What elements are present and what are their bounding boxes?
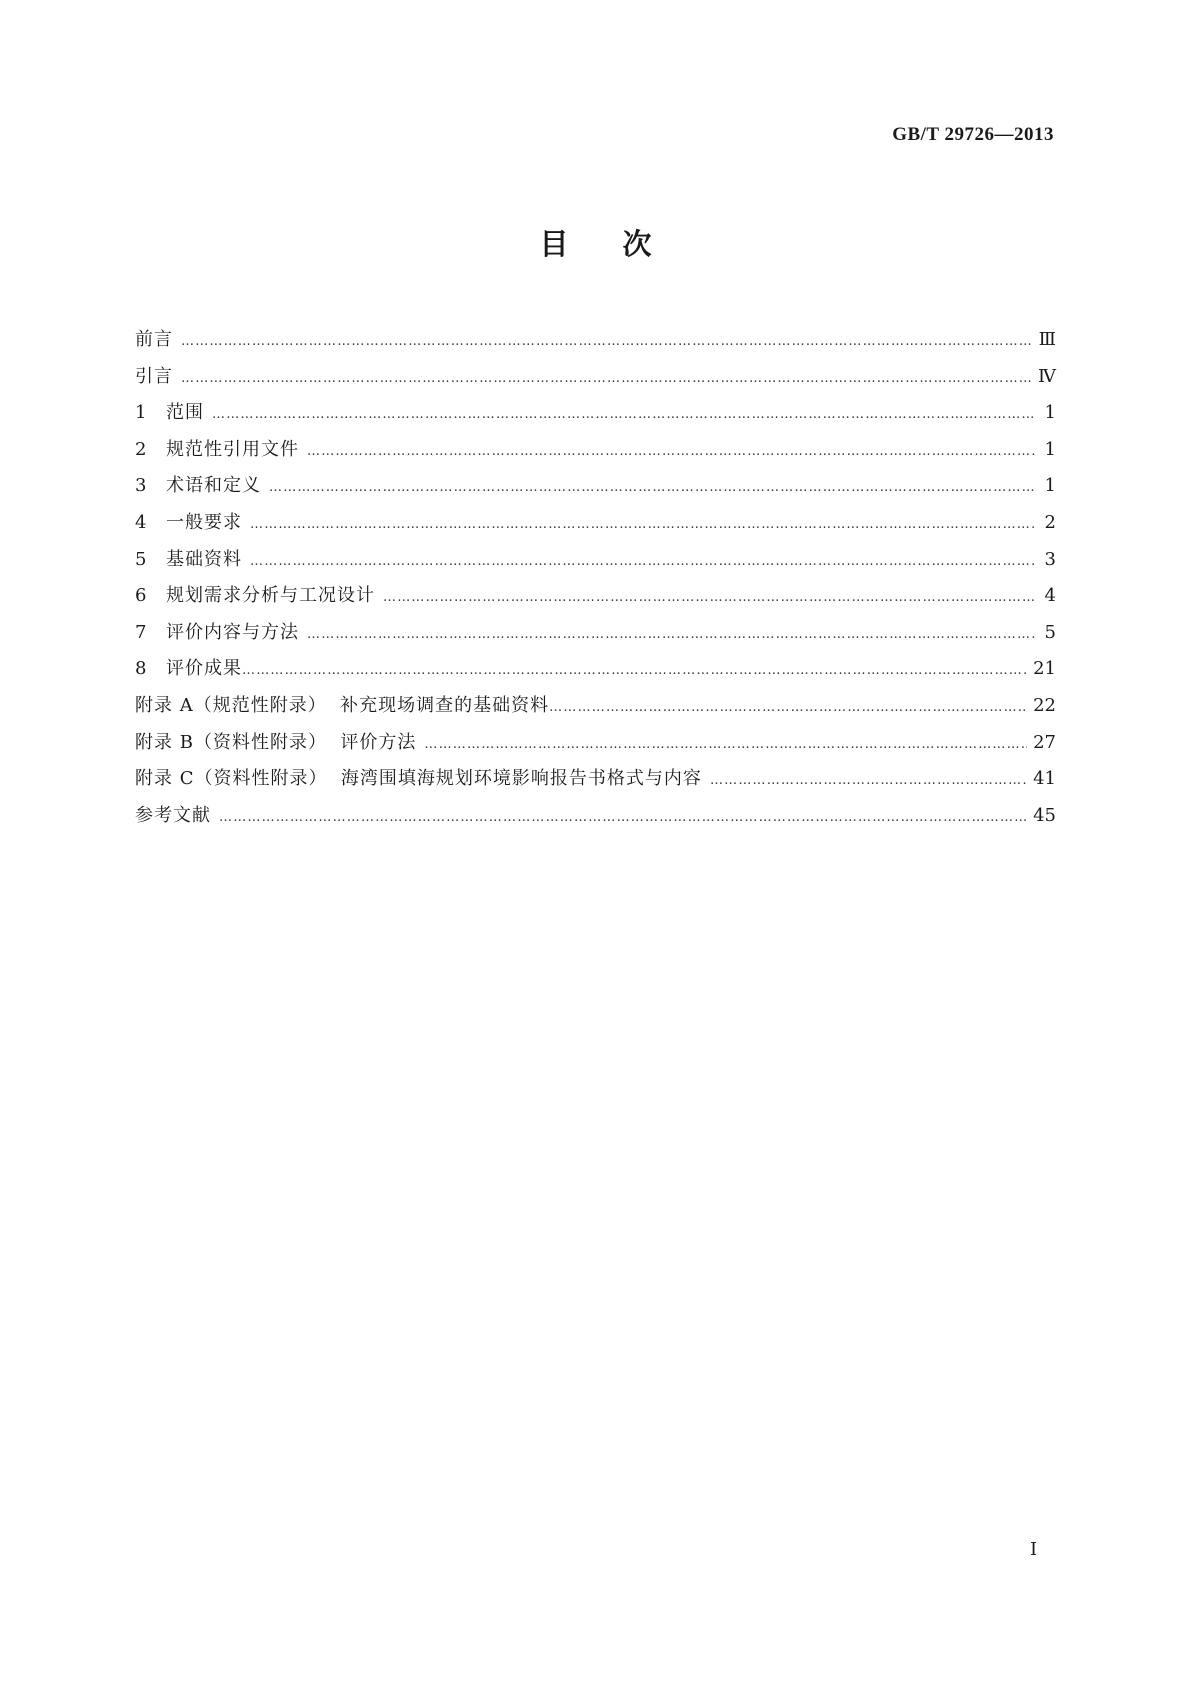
table-of-contents <box>135 322 1056 834</box>
toc-entry-page: 41 <box>1033 768 1056 790</box>
toc-entry-page: 4 <box>1044 585 1056 607</box>
toc-entry-number: 8 <box>135 658 147 680</box>
toc-leader-dots <box>710 763 1027 800</box>
toc-entry-number: 6 <box>135 585 147 607</box>
toc-entry-label: 一般要求 <box>166 511 242 533</box>
toc-entry-page: 1 <box>1044 438 1056 460</box>
toc-entry-3[interactable] <box>135 468 1056 505</box>
toc-entry-page: 5 <box>1044 621 1056 643</box>
toc-entry-5[interactable] <box>135 542 1056 579</box>
standard-code: GB/T 29726—2013 <box>892 124 1054 145</box>
toc-entry-number: 4 <box>135 511 147 533</box>
toc-leader-dots <box>424 727 1027 764</box>
toc-entry-2[interactable] <box>135 432 1056 469</box>
page-title: 目次 <box>539 227 706 261</box>
toc-entry-page: 2 <box>1044 511 1056 533</box>
toc-leader-dots <box>242 653 1027 690</box>
toc-entry-label: 附录 C（资料性附录） 海湾围填海规划环境影响报告书格式与内容 <box>135 768 702 790</box>
toc-entry-label: 参考文献 <box>135 804 211 826</box>
toc-entry-page: 3 <box>1044 548 1056 570</box>
toc-leader-dots <box>212 397 1036 434</box>
toc-entry-appendix-a[interactable] <box>135 688 1056 725</box>
toc-entry-page: 45 <box>1033 804 1056 826</box>
toc-entry-introduction[interactable] <box>135 359 1056 396</box>
toc-entry-label: 引言 <box>135 365 173 387</box>
toc-entry-4[interactable] <box>135 505 1056 542</box>
toc-leader-dots <box>250 507 1036 544</box>
toc-entry-appendix-c[interactable] <box>135 761 1056 798</box>
toc-entry-page: 1 <box>1044 402 1056 424</box>
toc-leader-dots <box>181 324 1033 361</box>
toc-entry-label: 附录 A（规范性附录） 补充现场调查的基础资料 <box>135 694 550 716</box>
toc-entry-label: 术语和定义 <box>166 475 261 497</box>
toc-entry-7[interactable] <box>135 615 1056 652</box>
page-number: I <box>1030 1539 1038 1560</box>
toc-entry-page: 1 <box>1044 475 1056 497</box>
toc-entry-label: 规划需求分析与工况设计 <box>166 585 375 607</box>
toc-entry-references[interactable] <box>135 798 1056 835</box>
toc-leader-dots <box>219 800 1027 837</box>
toc-entry-number: 3 <box>135 475 147 497</box>
toc-entry-page: Ⅲ <box>1038 329 1056 350</box>
toc-entry-label: 基础资料 <box>166 548 242 570</box>
toc-entry-label: 评价内容与方法 <box>166 621 299 643</box>
toc-leader-dots <box>250 544 1036 581</box>
toc-entry-appendix-b[interactable] <box>135 725 1056 762</box>
toc-entry-8[interactable] <box>135 651 1056 688</box>
toc-entry-page: 27 <box>1033 731 1056 753</box>
toc-entry-preface[interactable] <box>135 322 1056 359</box>
toc-entry-number: 5 <box>135 548 147 570</box>
toc-leader-dots <box>549 690 1027 727</box>
toc-entry-page: 21 <box>1033 658 1056 680</box>
toc-entry-number: 2 <box>135 438 147 460</box>
toc-entry-number: 7 <box>135 621 147 643</box>
toc-entry-label: 范围 <box>166 402 204 424</box>
toc-entry-label: 规范性引用文件 <box>166 438 299 460</box>
toc-entry-page: 22 <box>1033 694 1056 716</box>
toc-entry-label: 评价成果 <box>166 658 242 680</box>
toc-leader-dots <box>269 470 1036 507</box>
toc-leader-dots <box>181 361 1032 398</box>
toc-entry-6[interactable] <box>135 578 1056 615</box>
toc-entry-number: 1 <box>135 402 147 424</box>
toc-leader-dots <box>307 617 1036 654</box>
toc-entry-page: Ⅳ <box>1038 365 1056 387</box>
toc-entry-1[interactable] <box>135 395 1056 432</box>
toc-entry-label: 附录 B（资料性附录） 评价方法 <box>135 731 417 753</box>
toc-leader-dots <box>383 580 1036 617</box>
toc-leader-dots <box>307 434 1036 471</box>
toc-entry-label: 前言 <box>135 329 173 350</box>
